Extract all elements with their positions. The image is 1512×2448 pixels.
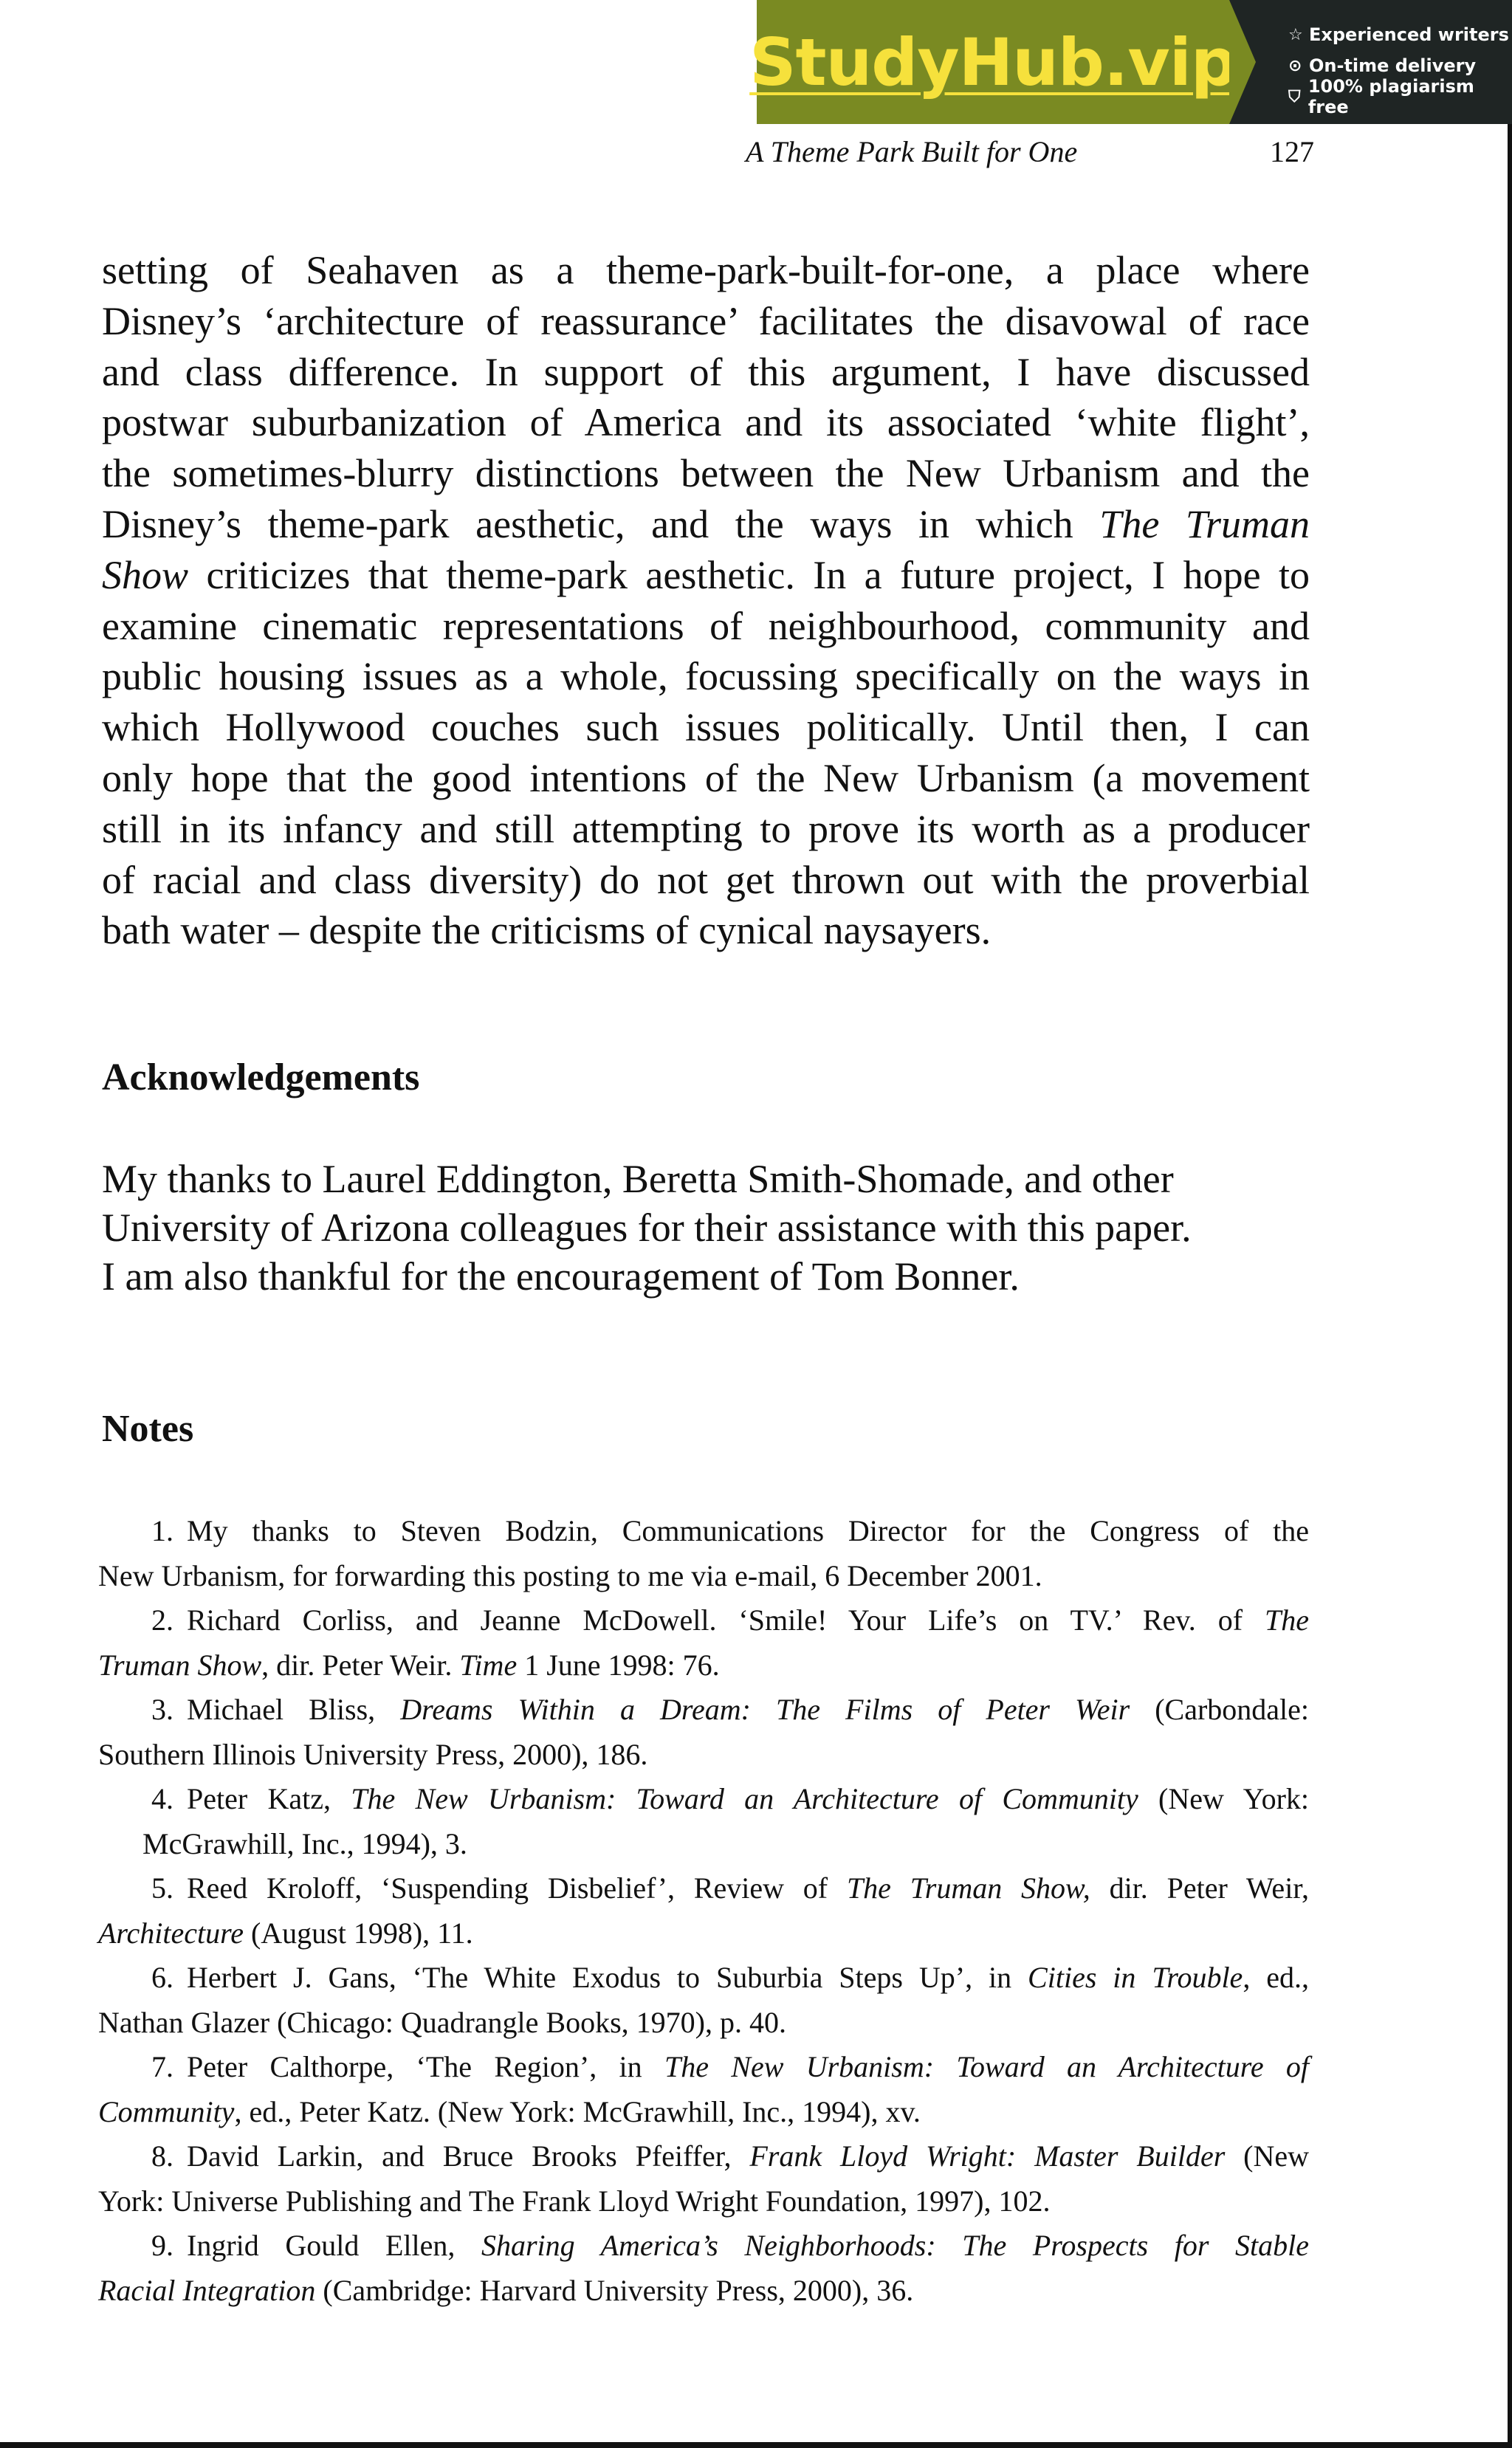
body-line: bath water – despite the criticisms of cynical naysayers.	[102, 908, 992, 953]
acknowledgements-heading: Acknowledgements	[102, 1056, 420, 1098]
note-item-2	[98, 1598, 1309, 1643]
feature-experienced-writers	[1288, 19, 1512, 50]
note-continuation	[98, 2090, 1309, 2135]
note-text: Richard Corliss, and Jeanne McDowell. ‘Smile! Your Life’s on TV.’ Rev. of	[187, 1603, 1243, 1637]
note-continuation	[98, 2269, 1309, 2314]
feature-plagiarism-free	[1288, 76, 1512, 117]
feature-text: Experienced writers	[1309, 24, 1509, 45]
note-text: Peter Calthorpe, ‘The Region’, in	[187, 2050, 642, 2083]
body-line: examine cinematic representations of neighbourhood, community and	[102, 603, 1310, 648]
note-italic: Truman Show	[98, 1648, 262, 1682]
body-line: postwar suburbanization of America and its associated ‘white flight’,	[102, 400, 1310, 445]
note-text: 1 June 1998: 76.	[524, 1648, 720, 1682]
studyhub-banner[interactable]	[749, 0, 1512, 124]
feature-text: 100% plagiarism free	[1307, 76, 1474, 117]
note-text: (New York:	[1158, 1782, 1310, 1815]
shield-icon: ⛉	[1288, 87, 1301, 106]
note-continuation: Southern Illinois University Press, 2000), 186.	[98, 1737, 648, 1771]
note-item-7	[98, 2045, 1309, 2090]
ack-line: My thanks to Laurel Eddington, Beretta Smith-Shomade, and other	[102, 1157, 1174, 1201]
note-continuation: Nathan Glazer (Chicago: Quadrangle Books, 1970), p. 40.	[98, 2005, 786, 2039]
note-text: Michael Bliss,	[187, 1693, 376, 1726]
logo-text: StudyHub.vip	[749, 24, 1237, 100]
note-italic: The New Urbanism: Toward an Architecture of	[664, 2050, 1309, 2083]
note-italic: Dreams Within a Dream: The Films of Peter Weir	[400, 1693, 1130, 1726]
note-number: 2.	[151, 1603, 173, 1637]
note-text: My thanks to Steven Bodzin, Communications Director for the Congress of the	[187, 1514, 1309, 1547]
body-line: setting of Seahaven as a theme-park-built-for-one, a place where	[102, 248, 1310, 292]
note-text: , ed., Peter Katz. (New York: McGrawhill, Inc., 1994), xv.	[234, 2094, 921, 2128]
running-title: A Theme Park Built for One	[746, 135, 1078, 168]
note-text: , ed.,	[1243, 1961, 1309, 1994]
note-continuation: McGrawhill, Inc., 1994), 3.	[142, 1826, 467, 1860]
body-line: which Hollywood couches such issues politically. Until then, I can	[102, 705, 1310, 750]
note-italic: Sharing America’s Neighborhoods: The Prospects for Stable	[481, 2229, 1310, 2262]
page-number: 127	[1270, 135, 1314, 168]
note-continuation	[98, 1643, 1309, 1688]
note-number: 5.	[151, 1871, 173, 1905]
body-line	[102, 499, 1310, 550]
note-continuation: New Urbanism, for forwarding this posting to me via e-mail, 6 December 2001.	[98, 1558, 1042, 1592]
note-italic: Architecture	[98, 1916, 244, 1950]
note-text: (New	[1243, 2139, 1310, 2173]
film-title: The Truman	[1099, 501, 1310, 546]
note-text: David Larkin, and Bruce Brooks Pfeiffer,	[187, 2139, 732, 2173]
note-text: Reed Kroloff, ‘Suspending Disbelief’, Review of	[187, 1871, 828, 1905]
note-item-3	[98, 1688, 1309, 1733]
note-text: dir. Peter Weir,	[1109, 1871, 1310, 1905]
note-continuation: York: Universe Publishing and The Frank Lloyd Wright Foundation, 1997), 102.	[98, 2184, 1051, 2218]
body-line: public housing issues as a whole, focussing specifically on the ways in	[102, 654, 1310, 699]
scan-edge-bottom	[0, 2442, 1512, 2448]
note-number: 9.	[151, 2229, 173, 2262]
body-line: only hope that the good intentions of the New Urbanism (a movement	[102, 755, 1310, 800]
notes-list	[98, 1509, 1309, 2313]
body-line-text: Disney’s theme-park aesthetic, and the ways in which	[102, 501, 1073, 546]
note-item-4	[98, 1777, 1309, 1822]
note-italic: The New Urbanism: Toward an Architecture of Community	[351, 1782, 1138, 1815]
note-number: 7.	[151, 2050, 173, 2083]
note-text: , dir. Peter Weir.	[261, 1648, 453, 1682]
note-item-8	[98, 2134, 1309, 2179]
note-number: 8.	[151, 2139, 173, 2173]
note-number: 3.	[151, 1693, 173, 1726]
note-italic: Frank Lloyd Wright: Master Builder	[749, 2139, 1226, 2173]
note-italic: Racial Integration	[98, 2273, 316, 2307]
note-italic: Cities in Trouble	[1028, 1961, 1243, 1994]
note-italic: The	[1265, 1603, 1309, 1637]
note-text: (Carbondale:	[1155, 1693, 1310, 1726]
feature-text: On-time delivery	[1309, 55, 1477, 76]
star-icon: ☆	[1288, 25, 1303, 44]
notes-heading: Notes	[102, 1408, 194, 1450]
body-line: the sometimes-blurry distinctions between the New Urbanism and the	[102, 451, 1310, 496]
body-line: of racial and class diversity) do not get thrown out with the proverbial	[102, 857, 1310, 902]
running-head	[746, 134, 1314, 169]
note-text: (August 1998), 11.	[250, 1916, 473, 1950]
note-number: 6.	[151, 1961, 173, 1994]
body-line: still in its infancy and still attempting to prove its worth as a producer	[102, 806, 1310, 851]
note-continuation	[98, 1911, 1309, 1956]
note-italic: The Truman Show,	[846, 1871, 1090, 1905]
note-number: 1.	[151, 1514, 173, 1547]
note-item-6	[98, 1956, 1309, 2001]
body-line	[102, 550, 1310, 601]
note-text: Peter Katz,	[187, 1782, 331, 1815]
note-italic: Time	[459, 1648, 518, 1682]
studyhub-logo[interactable]	[749, 0, 1237, 124]
clock-icon: ⊙	[1288, 56, 1302, 75]
body-paragraph	[102, 245, 1310, 956]
note-italic: Community	[98, 2094, 235, 2128]
note-item-1	[98, 1509, 1309, 1554]
scan-edge-right	[1508, 124, 1512, 2442]
note-text: Herbert J. Gans, ‘The White Exodus to Suburbia Steps Up’, in	[187, 1961, 1012, 1994]
banner-features	[1229, 0, 1512, 124]
body-line: and class difference. In support of this argument, I have discussed	[102, 349, 1310, 394]
body-line-text: criticizes that theme-park aesthetic. In a future project, I hope to	[206, 552, 1310, 597]
film-title: Show	[102, 552, 189, 597]
acknowledgements-paragraph	[102, 1155, 1310, 1301]
note-number: 4.	[151, 1782, 173, 1815]
note-item-5	[98, 1866, 1309, 1911]
ack-line: University of Arizona colleagues for their assistance with this paper.	[102, 1206, 1192, 1250]
body-line: Disney’s ‘architecture of reassurance’ facilitates the disavowal of race	[102, 298, 1310, 343]
note-item-9	[98, 2224, 1309, 2269]
note-text: Ingrid Gould Ellen,	[187, 2229, 456, 2262]
ack-line: I am also thankful for the encouragement of Tom Bonner.	[102, 1254, 1020, 1299]
note-text: (Cambridge: Harvard University Press, 2000), 36.	[323, 2273, 914, 2307]
